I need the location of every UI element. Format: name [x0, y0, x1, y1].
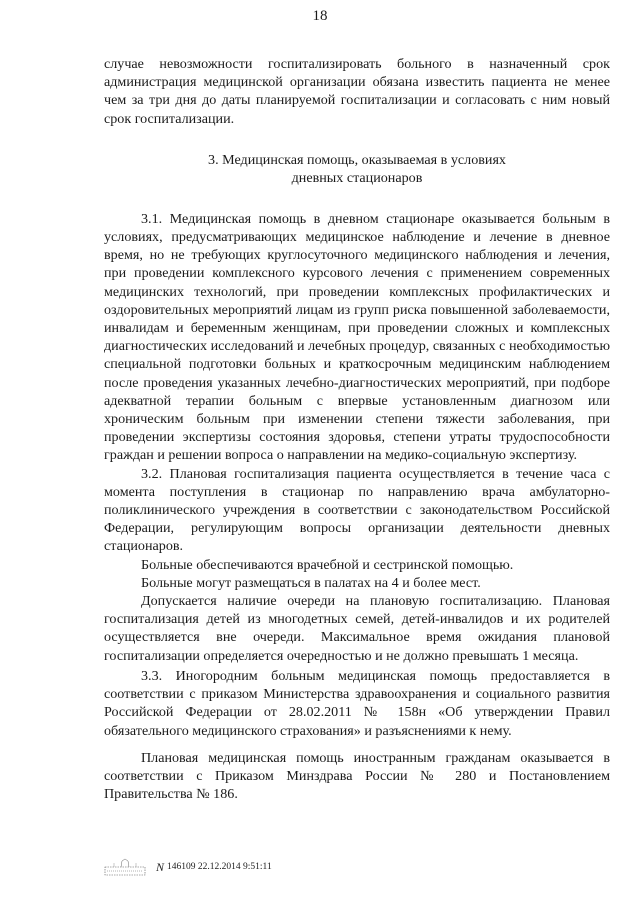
section-heading-line-1: 3. Медицинская помощь, оказываемая в условиях — [208, 151, 506, 168]
document-registration-id: 146109 22.12.2014 9:51:11 — [167, 862, 272, 872]
section-heading-line-2: дневных стационаров — [291, 169, 423, 186]
paragraph-3-3: 3.3. Иногородним больным медицинская помощь предоставляется в соответствии с приказом Министерства здравоохранения и социального развития Российской Федерации от 28.02.2011 № 158н «Об утверждении Правил обязательного медицинского страхования» и разъяснениями к нему. — [104, 667, 610, 739]
paragraph-wards: Больные могут размещаться в палатах на 4 и более мест. — [141, 574, 481, 591]
paragraph-queue: Допускается наличие очереди на плановую госпитализацию. Плановая госпитализация детей из многодетных семей, детей-инвалидов и их родителей осуществляется вне очереди. Максимальное время ожидания плановой госпитализации определяется очередностью и не должно превышать 1 месяца. — [104, 593, 610, 664]
document-body — [104, 55, 610, 803]
paragraph-care: Больные обеспечиваются врачебной и сестринской помощью. — [141, 556, 514, 573]
document-footer — [104, 857, 272, 877]
document-number-mark: N — [156, 859, 165, 874]
section-heading — [104, 151, 610, 187]
paragraph-foreign: Плановая медицинская помощь иностранным гражданам оказывается в соответствии с Приказом Минздрава России № 280 и Постановлением Правительства № 186. — [104, 749, 610, 803]
continuation-paragraph: случае невозможности госпитализировать больного в назначенный срок администрация медицинской организации обязана известить пациента не менее чем за три дня до даты планируемой госпитализации и согласовать с ним новый срок госпитализации. — [104, 56, 610, 127]
page-number: 18 — [312, 8, 328, 24]
paragraph-3-1: 3.1. Медицинская помощь в дневном стационаре оказывается больным в условиях, предусматривающих медицинское наблюдение и лечение в дневное время, но не требующих круглосуточного медицинского наблюдения и лечения, при проведении комплексного курсового лечения с применением современных медицинских технологий, при проведении комплексных профилактических и оздоровительных мероприятий лицам из групп риска повышенной заболеваемости, инвалидам и беременным женщинам, при проведении сложных и комплексных диагностических исследований и лечебных процедур, связанных с необходимостью специальной подготовки больных и краткосрочным медицинским наблюдением после проведения указанных лечебно-диагностических мероприятий, при подборе адекватной терапии больным с впервые установленным диагнозом или хроническим больным при изменении степени тяжести заболевания, при проведении экспертизы состояния здоровья, степени утраты трудоспособности граждан и решении вопроса о направлении на медико-социальную экспертизу. — [104, 210, 610, 464]
registration-stamp-icon — [104, 858, 146, 876]
paragraph-3-2: 3.2. Плановая госпитализация пациента осуществляется в течение часа с момента поступления в стационар по направлению врача амбулаторно-поликлинического учреждения в соответствии с законодательством Российской Федерации, регулирующим вопросы организации деятельности дневных стационаров. — [104, 465, 610, 555]
